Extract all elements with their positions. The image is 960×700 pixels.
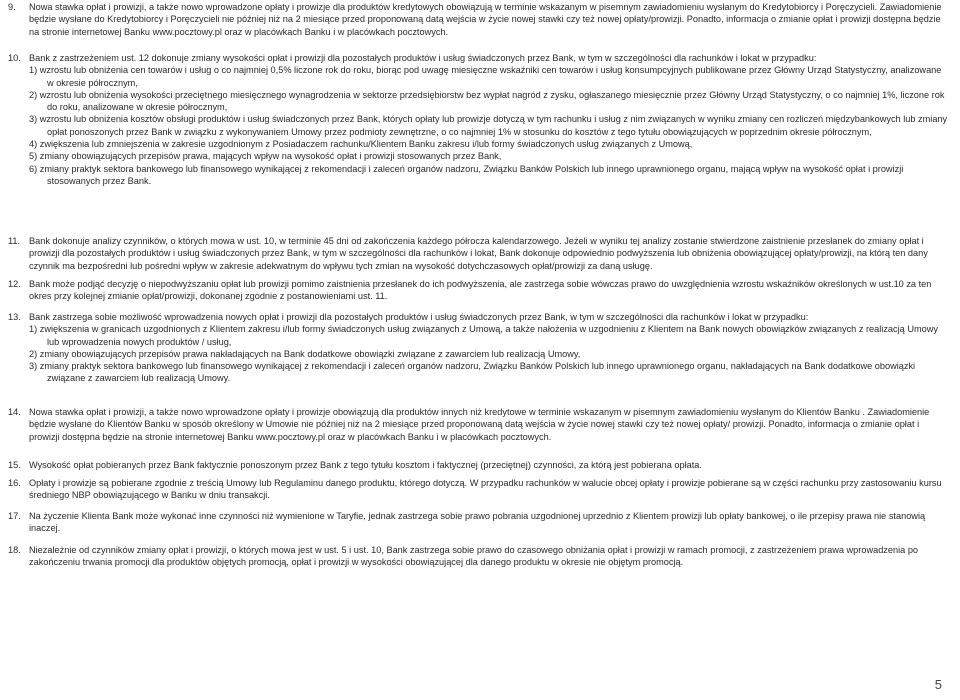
paragraph-number: 9.	[8, 2, 16, 12]
paragraph-number: 10.	[8, 53, 21, 63]
paragraph-text: Na życzenie Klienta Bank może wykonać inne czynności niż wymienione w Taryfie, jednak zastrzega sobie prawo pobrania uzgodnionej uprzednio z Klientem prowizji lub opłaty bankowej, o ile przepisy prawa nie stanowią inaczej.	[29, 511, 926, 534]
list	[8, 64, 950, 187]
paragraph-18	[8, 544, 950, 569]
paragraph-15	[8, 459, 950, 471]
paragraph-text: Bank z zastrzeżeniem ust. 12 dokonuje zmiany wysokości opłat i prowizji dla pozostałych produktów i usług świadczonych przez Bank, w tym w szczególności dla rachunków i lokat w przypadku:	[29, 53, 817, 63]
paragraph-11	[8, 235, 950, 272]
paragraph-14	[8, 406, 950, 443]
list-item: 2) wzrostu lub obniżenia wysokości przeciętnego miesięcznego wynagrodzenia w sektorze przedsiębiorstw bez wypłat nagród z zysku, ogłaszanego miesięcznie przez Główny Urząd Statystyczny, o co najmniej 1%, liczone rok do roku, analizowane w okresie półrocznym,	[29, 89, 945, 113]
list-item: 4) zwiększenia lub zmniejszenia w zakresie uzgodnionym z Posiadaczem rachunku/Klientem Banku zakresu i/lub formy świadczonych usług związanych z Umową,	[29, 139, 693, 150]
paragraph-number: 18.	[8, 545, 21, 555]
list-item: 6) zmiany praktyk sektora bankowego lub finansowego wynikającej z rekomendacji i zaleceń organów nadzoru, Związku Banków Polskich lub innego uprawnionego organu, mającą wpływ na wysokość opłat i prowizji stosowanych przez Bank.	[29, 163, 904, 186]
paragraph-number: 16.	[8, 478, 21, 488]
list-item: 2) zmiany obowiązujących przepisów prawa nakładających na Bank dodatkowe obowiązki związane z zawarciem lub realizacją Umowy,	[29, 348, 581, 359]
paragraph-9	[8, 1, 950, 38]
paragraph-16	[8, 477, 950, 502]
paragraph-text: Nowa stawka opłat i prowizji, a także nowo wprowadzone opłaty i prowizje obowiązują dla produktów innych niż kredytowe w terminie wskazanym w pisemnym zawiadomieniu wysłanym do Klientów Banku . Zawiadomienie będzie wysłane do Klientów Banku w sposób określony w Umowie nie później niż na 2 miesiące przed proponowaną datą wejścia w życie nowej stawki czy też nowej opłaty/ prowizji. Ponadto, informacja o zmianie opłat i prowizji dostępna będzie na stronie internetowej Banku www.pocztowy.pl oraz w placówkach Banku i w placówkach pocztowych.	[29, 407, 930, 442]
paragraph-number: 15.	[8, 460, 21, 470]
paragraph-10	[8, 52, 950, 187]
paragraph-text: Bank dokonuje analizy czynników, o których mowa w ust. 10, w terminie 45 dni od zakończenia każdego półrocza kalendarzowego. Jeżeli w wyniku tej analizy zostanie stwierdzone zaistnienie przesłanek do zmiany opłat i prowizji dla pozostałych produktów i usług świadczonych przez Bank, w tym w szczególności dla rachunków i lokat, Bank dokonuje odpowiednio podwyższenia lub obniżenia obowiązującej opłaty/prowizji, na którą ten dany czynnik ma bezpośredni lub pośredni wpływ w zakresie adekwatnym do wpływu tych zmian na wysokość dotychczasowych opłat/prowizji za daną usługę.	[29, 236, 928, 271]
list-item: 5) zmiany obowiązujących przepisów prawa, mających wpływ na wysokość opłat i prowizji stosowanych przez Bank,	[29, 151, 502, 162]
paragraph-text: Bank może podjąć decyzję o niepodwyższaniu opłat lub prowizji pomimo zaistnienia przesłanek do ich podwyższenia, ale zastrzega sobie wówczas prawo do uwzględnienia wzrostu wskaźników określonych w ust.10 za ten okres przy kolejnej zmianie opłat/prowizji, dokonanej zgodnie z postanowieniami ust. 11.	[29, 279, 932, 302]
paragraph-text: Bank zastrzega sobie możliwość wprowadzenia nowych opłat i prowizji dla pozostałych produktów i usług świadczonych przez Bank, w tym w szczególności dla rachunków i lokat w przypadku:	[29, 312, 809, 322]
paragraph-number: 11.	[8, 236, 21, 246]
page-number: 5	[934, 677, 942, 692]
paragraph-text: Niezależnie od czynników zmiany opłat i prowizji, o których mowa jest w ust. 5 i ust. 10, Bank zastrzega sobie prawo do czasowego obniżania opłat i prowizji w ramach promocji, z zastrzeżeniem prawa wprowadzenia po zakończeniu trwania promocji dla produktów objętych promocją, opłat i prowizji w wysokości obowiązującej dla danego produktu w okresie nie objętym promocją.	[29, 545, 919, 568]
paragraph-13	[8, 311, 950, 385]
paragraph-number: 13.	[8, 312, 21, 322]
list-item: 1) wzrostu lub obniżenia cen towarów i usług o co najmniej 0,5% liczone rok do roku, biorąc pod uwagę miesięczne wskaźniki cen towarów i usług konsumpcyjnych publikowane przez Główny Urząd Statystyczny, analizowane w okresie półrocznym,	[29, 65, 942, 88]
paragraph-12	[8, 278, 950, 303]
paragraph-number: 17.	[8, 511, 21, 521]
paragraph-text: Wysokość opłat pobieranych przez Bank faktycznie ponoszonym przez Bank z tego tytułu kosztom i faktycznej (przeciętnej) czynności, za którą jest pobierana opłata.	[29, 460, 702, 470]
list-item: 3) wzrostu lub obniżenia kosztów obsługi produktów i usług świadczonych przez Bank, których opłaty lub prowizje dotyczą w tym rachunku i usług z nim związanych w wyniku zmiany cen rozliczeń międzybankowych lub zmiany opłat ponoszonych przez Bank w związku z wykonywaniem Umowy przez podmioty zewnętrzne, o co najmniej 1% w stosunku do kosztów z tego tytułu obowiązujących w poprzednim okresie półrocznym,	[29, 114, 948, 137]
paragraph-text: Opłaty i prowizje są pobierane zgodnie z treścią Umowy lub Regulaminu danego produktu, którego dotyczą. W przypadku rachunków w walucie obcej opłaty i prowizje pobierane są w części rachunku przy zastosowaniu kursu średniego NBP obowiązującego w Banku w dniu transakcji.	[29, 478, 942, 501]
paragraph-number: 12.	[8, 279, 21, 289]
paragraph-text: Nowa stawka opłat i prowizji, a także nowo wprowadzone opłaty i prowizje dla produktów kredytowych obowiązują w terminie wskazanym w pisemnym zawiadomieniu wysłanym do Kredytobiorcy i Poręczycieli. Zawiadomienie będzie wysłane do Kredytobiorcy i Poręczycieli nie później niż na 2 miesiące przed proponowaną datą wejścia w życie nowej stawki czy też nowej opłaty/prowizji. Ponadto, informacja o zmianie opłat i prowizji dostępna będzie na stronie internetowej Banku www.pocztowy.pl oraz w placówkach Banku i w placówkach pocztowych.	[29, 2, 942, 37]
list-item: 1) zwiększenia w granicach uzgodnionych z Klientem zakresu i/lub formy świadczonych usług związanych z Umową, a także nałożenia w uzgodnieniu z Klientem na Bank nowych obowiązków związanych z realizacją Umowy lub wprowadzenia nowych produktów / usług,	[29, 324, 938, 347]
paragraph-17	[8, 510, 950, 535]
paragraph-number: 14.	[8, 407, 21, 417]
list-item: 3) zmiany praktyk sektora bankowego lub finansowego wynikającej z rekomendacji i zaleceń organów nadzoru, Związku Banków Polskich lub innego uprawnionego organu, nakładających na Bank dodatkowe obowiązki związane z zawarciem lub realizacją Umowy.	[29, 361, 916, 384]
list	[8, 323, 950, 384]
